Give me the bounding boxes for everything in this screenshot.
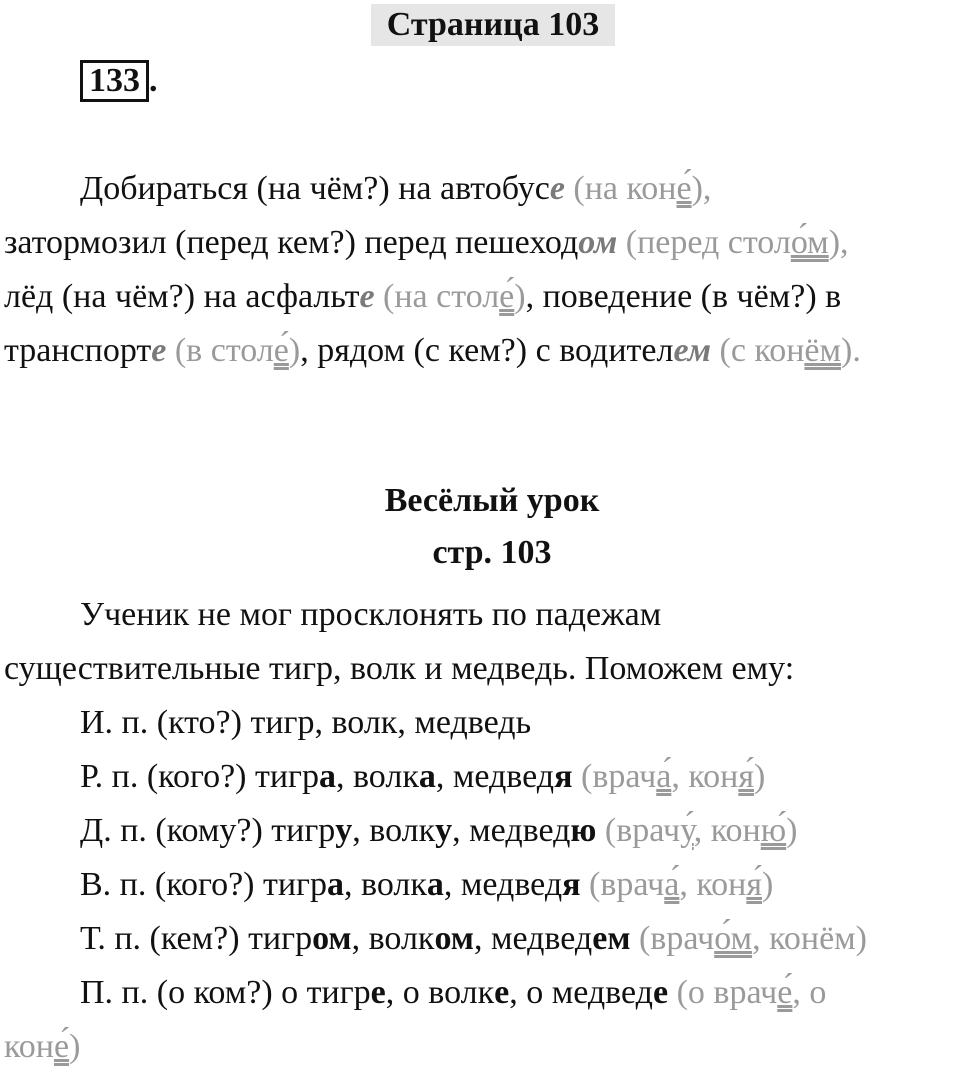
case-line-2 bbox=[4, 750, 956, 804]
text-run: , рядом (с кем?) с водител bbox=[300, 332, 674, 369]
hint-stressed-ending bbox=[738, 758, 754, 795]
hint-text: (перед стол bbox=[617, 224, 791, 261]
exercise-number bbox=[80, 60, 158, 100]
hint-text: ) bbox=[753, 758, 766, 795]
hint-text: (врач bbox=[596, 812, 681, 849]
exercise-line-4 bbox=[4, 324, 956, 378]
text-run: В. п. (кого?) тигр bbox=[80, 866, 327, 903]
text-run: , о волк bbox=[385, 974, 495, 1011]
stressed-ending-underline: ю́ bbox=[760, 812, 787, 849]
stressed-ending-underline: ём bbox=[804, 332, 842, 369]
text-run: лёд (на чём?) на асфальт bbox=[4, 278, 360, 315]
page-title: Страница 103 bbox=[371, 4, 615, 46]
stressed-ending-underline: е́ bbox=[54, 1028, 70, 1065]
hint-text: (на стол bbox=[374, 278, 500, 315]
case-ending: е bbox=[494, 974, 510, 1011]
case-ending: у bbox=[335, 812, 353, 849]
hint-text: ) bbox=[761, 866, 774, 903]
ending-highlight: е bbox=[151, 332, 167, 369]
stressed-ending-underline: я́ bbox=[746, 866, 762, 903]
hint-stressed-ending bbox=[677, 170, 692, 207]
section-title: Весёлый урок bbox=[384, 482, 600, 519]
ending-highlight: е bbox=[549, 170, 565, 207]
text-run: затормозил (перед кем?) перед пешеход bbox=[4, 224, 579, 261]
hint-text: ), bbox=[691, 170, 712, 207]
intro-line-2: существительные тигр, волк и медведь. Поможем ему: bbox=[4, 650, 795, 687]
exercise-line-1 bbox=[4, 162, 956, 216]
text-run: , волк bbox=[335, 758, 419, 795]
hint-text: , о bbox=[792, 974, 827, 1011]
hint-text: (врач bbox=[572, 758, 657, 795]
stressed-ending-underline: я́ bbox=[738, 758, 754, 795]
hint-text: , конём) bbox=[752, 920, 867, 957]
case-ending: а bbox=[327, 866, 344, 903]
stressed-ending-underline: а́ bbox=[664, 866, 680, 903]
hint-stressed-ending bbox=[714, 920, 752, 957]
hint-stressed-ending bbox=[746, 866, 762, 903]
exercise-line-2 bbox=[4, 216, 956, 270]
hint-stressed-ending bbox=[761, 812, 786, 849]
case-ending: е bbox=[652, 974, 669, 1011]
hint-text: ) bbox=[288, 332, 301, 369]
fun-lesson-text bbox=[4, 588, 956, 1074]
stressed-ending-underline: е́ bbox=[777, 974, 793, 1011]
hint-text: (о врач bbox=[668, 974, 778, 1011]
stressed-ending-underline: е́ bbox=[273, 332, 289, 369]
stressed-ending-underline: е́ bbox=[676, 170, 692, 207]
text-run: , волк bbox=[352, 812, 436, 849]
hint-stressed-ending bbox=[804, 332, 841, 369]
case-ending: ю bbox=[570, 812, 597, 849]
hint-text: (в стол bbox=[166, 332, 274, 369]
hint-stressed-ending bbox=[499, 278, 514, 315]
hint-text: (врач bbox=[630, 920, 715, 957]
text-run: транспорт bbox=[4, 332, 152, 369]
text-run: Добираться (на чём?) на автобус bbox=[80, 170, 550, 207]
text-run: , поведение (в чём?) в bbox=[525, 278, 842, 315]
case-ending: я bbox=[562, 866, 581, 903]
hint-text: , кон bbox=[679, 866, 747, 903]
hint-text: (с кон bbox=[711, 332, 805, 369]
case-ending: ом bbox=[312, 920, 352, 957]
text-run: , медвед bbox=[452, 812, 571, 849]
hint-stressed-ending bbox=[791, 224, 829, 261]
text-run: , волк bbox=[344, 866, 427, 903]
case-line-4 bbox=[4, 858, 956, 912]
intro-line-1: Ученик не мог просклонять по падежам bbox=[80, 596, 662, 633]
text-run: , волк bbox=[351, 920, 435, 957]
hint-text: ). bbox=[841, 332, 861, 369]
hint-text: ) bbox=[786, 812, 798, 849]
text-run: И. п. (кто?) тигр, волк, медведь bbox=[80, 704, 532, 741]
exercise-number-dot: . bbox=[149, 62, 158, 99]
hint-text: ) bbox=[514, 278, 526, 315]
text-run: П. п. (о ком?) о тигр bbox=[80, 974, 371, 1011]
hint-stressed-ending bbox=[664, 866, 679, 903]
hint-stressed-ending bbox=[274, 332, 289, 369]
text-run: Т. п. (кем?) тигр bbox=[80, 920, 313, 957]
case-ending: а bbox=[418, 758, 436, 795]
hint-text: (на кон bbox=[564, 170, 677, 207]
stressed-ending-underline: о́м bbox=[790, 224, 829, 261]
stressed-ending-underline: о́м bbox=[714, 920, 753, 957]
case-ending: у bbox=[435, 812, 453, 849]
exercise-133-text bbox=[4, 162, 956, 378]
text-run: , медвед bbox=[443, 866, 563, 903]
hint-stressed-ending bbox=[656, 758, 671, 795]
text-run: , о медвед bbox=[509, 974, 653, 1011]
hint-text: (врач bbox=[580, 866, 665, 903]
text-run: , медвед bbox=[435, 758, 555, 795]
case-line-5 bbox=[4, 912, 956, 966]
hint-stressed-ending bbox=[777, 974, 792, 1011]
hint-text: кон bbox=[4, 1028, 54, 1065]
text-run: Р. п. (кого?) тигр bbox=[80, 758, 319, 795]
case-ending: ем bbox=[592, 920, 631, 957]
text-run: , медвед bbox=[473, 920, 593, 957]
stressed-ending-underline: а́ bbox=[656, 758, 672, 795]
stressed-ending-underline: у́ bbox=[680, 812, 694, 849]
case-ending: а bbox=[318, 758, 336, 795]
case-ending: ом bbox=[434, 920, 474, 957]
hint-text: ), bbox=[828, 224, 849, 261]
exercise-number-box: 133 bbox=[80, 60, 149, 102]
case-line-3 bbox=[4, 804, 956, 858]
exercise-line-3 bbox=[4, 270, 956, 324]
section-page-ref: стр. 103 bbox=[432, 534, 552, 571]
text-run: Д. п. (кому?) тигр bbox=[80, 812, 336, 849]
hint-text: , кон bbox=[671, 758, 739, 795]
stressed-ending-underline: е́ bbox=[499, 278, 515, 315]
case-ending: е bbox=[370, 974, 386, 1011]
hint-stressed-ending bbox=[680, 812, 694, 849]
ending-highlight: е bbox=[359, 278, 375, 315]
case-ending: я bbox=[554, 758, 573, 795]
case-line-6 bbox=[4, 966, 956, 1020]
hint-text: ) bbox=[69, 1028, 81, 1065]
ending-highlight: ем bbox=[673, 332, 711, 369]
case-line-1 bbox=[4, 696, 956, 750]
ending-highlight: ом bbox=[578, 224, 618, 261]
case-line-wrap bbox=[4, 1020, 956, 1074]
hint-text: , кон bbox=[693, 812, 761, 849]
case-ending: а bbox=[426, 866, 444, 903]
